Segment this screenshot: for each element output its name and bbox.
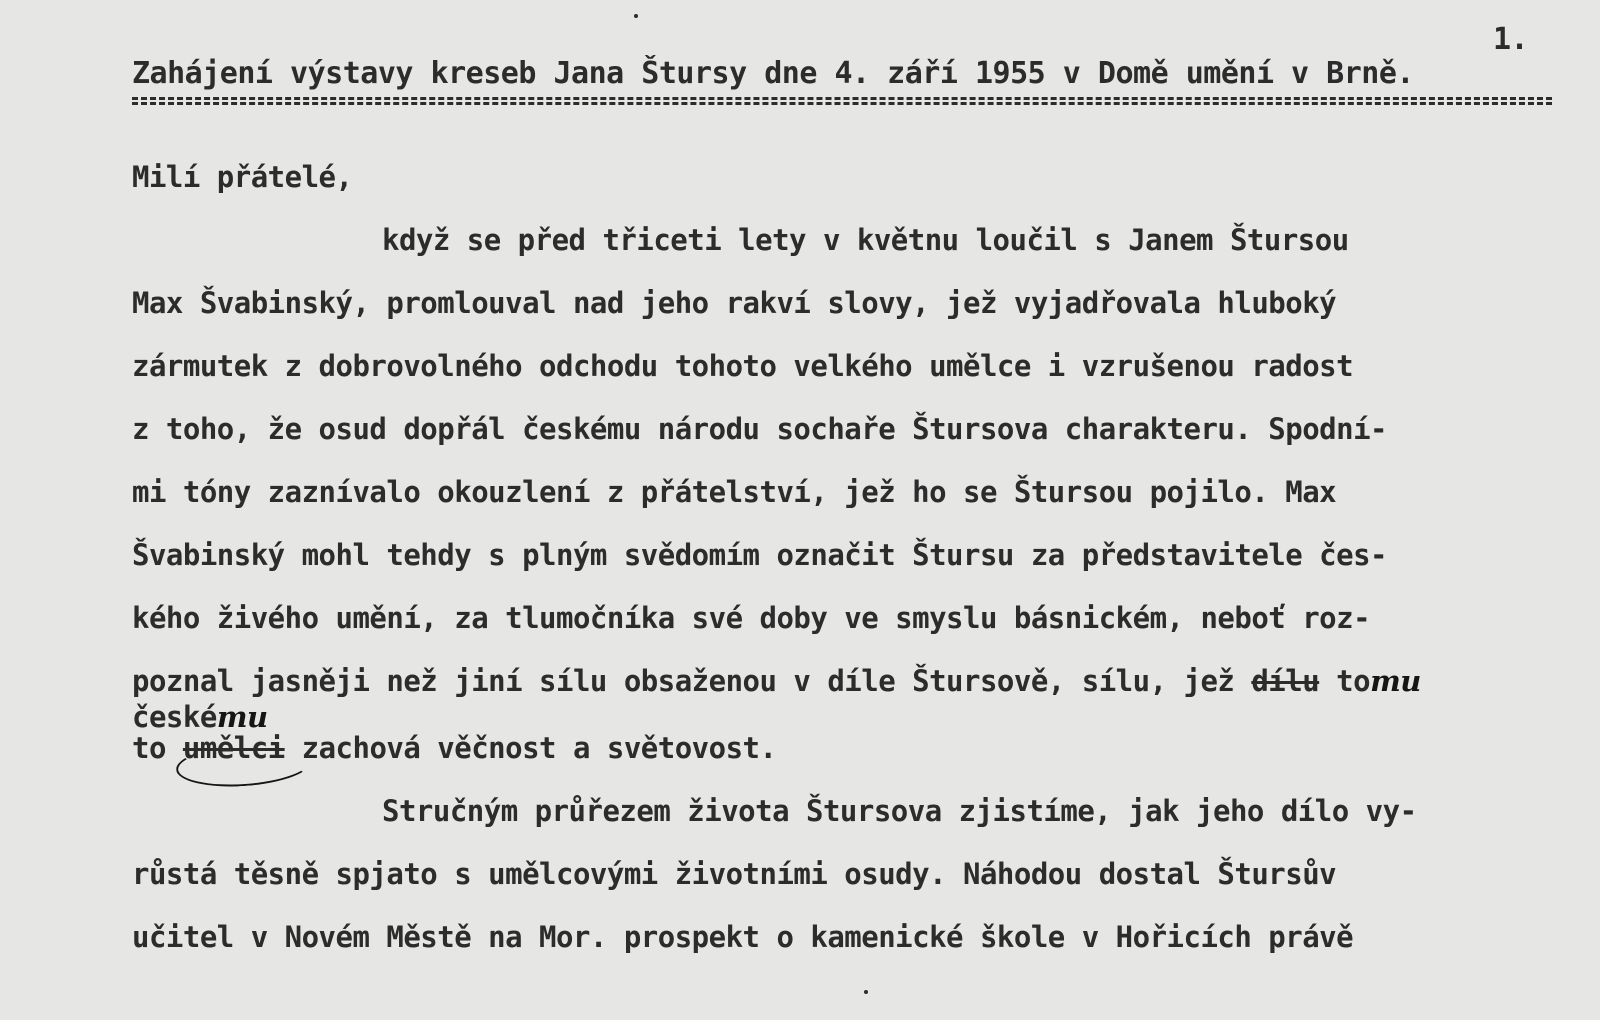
title-underline: [132, 97, 1552, 100]
paragraph-1-line-2: Max Švabinský, promlouval nad jeho rakví slovy, jež vyjadřovala hluboký: [132, 286, 1337, 320]
paragraph-1-line-9: [132, 700, 268, 734]
document-title: Zahájení výstavy kreseb Jana Štursy dne 4. září 1955 v Domě umění v Brně.: [132, 56, 1414, 91]
paragraph-1-line-3: zármutek z dobrovolného odchodu tohoto velkého umělce i vzrušenou radost: [132, 349, 1354, 383]
paragraph-1-line-6: Švabinský mohl tehdy s plným svědomím označit Štursu za představitele čes-: [132, 538, 1388, 572]
paragraph-1-line-1: když se před třiceti lety v květnu loučil s Janem Štursou: [382, 223, 1349, 257]
ink-speck: [864, 990, 868, 994]
paragraph-2-line-2: růstá těsně spjato s umělcovými životními osudy. Náhodou dostal Štursův: [132, 857, 1337, 891]
paragraph-1-line-7: kého živého umění, za tlumočníka své doby ve smyslu básnickém, neboť roz-: [132, 601, 1371, 635]
paragraph-2-line-1: Stručným průřezem života Štursova zjistíme, jak jeho dílo vy-: [382, 794, 1417, 828]
line-10-start: to: [132, 731, 183, 765]
line-9-text: české: [132, 700, 217, 734]
paragraph-1-line-5: mi tóny zaznívalo okouzlení z přátelství, jež ho se Štursou pojilo. Max: [132, 475, 1337, 509]
title-underline-double: [132, 102, 1552, 105]
line-8-tail: to: [1319, 664, 1371, 698]
page-number: 1.: [1493, 22, 1529, 57]
struck-word: umělci: [182, 731, 285, 765]
line-8-text: poznal jasněji než jiní sílu obsaženou v díle Štursově, sílu, jež: [132, 664, 1252, 698]
ink-speck: [634, 14, 638, 18]
paragraph-1-line-8: [132, 664, 1421, 698]
struck-word: dílu: [1251, 664, 1320, 698]
paragraph-2-line-3: učitel v Novém Městě na Mor. prospekt o kamenické škole v Hořicích právě: [132, 920, 1354, 954]
handwritten-insertion: mu: [216, 700, 268, 734]
paragraph-1-line-4: z toho, že osud dopřál českému národu sochaře Štursova charakteru. Spodní-: [132, 412, 1388, 446]
handwritten-correction: mu: [1370, 664, 1421, 698]
salutation: Milí přátelé,: [132, 160, 353, 194]
line-10-end: zachová věčnost a světovost.: [284, 731, 777, 765]
